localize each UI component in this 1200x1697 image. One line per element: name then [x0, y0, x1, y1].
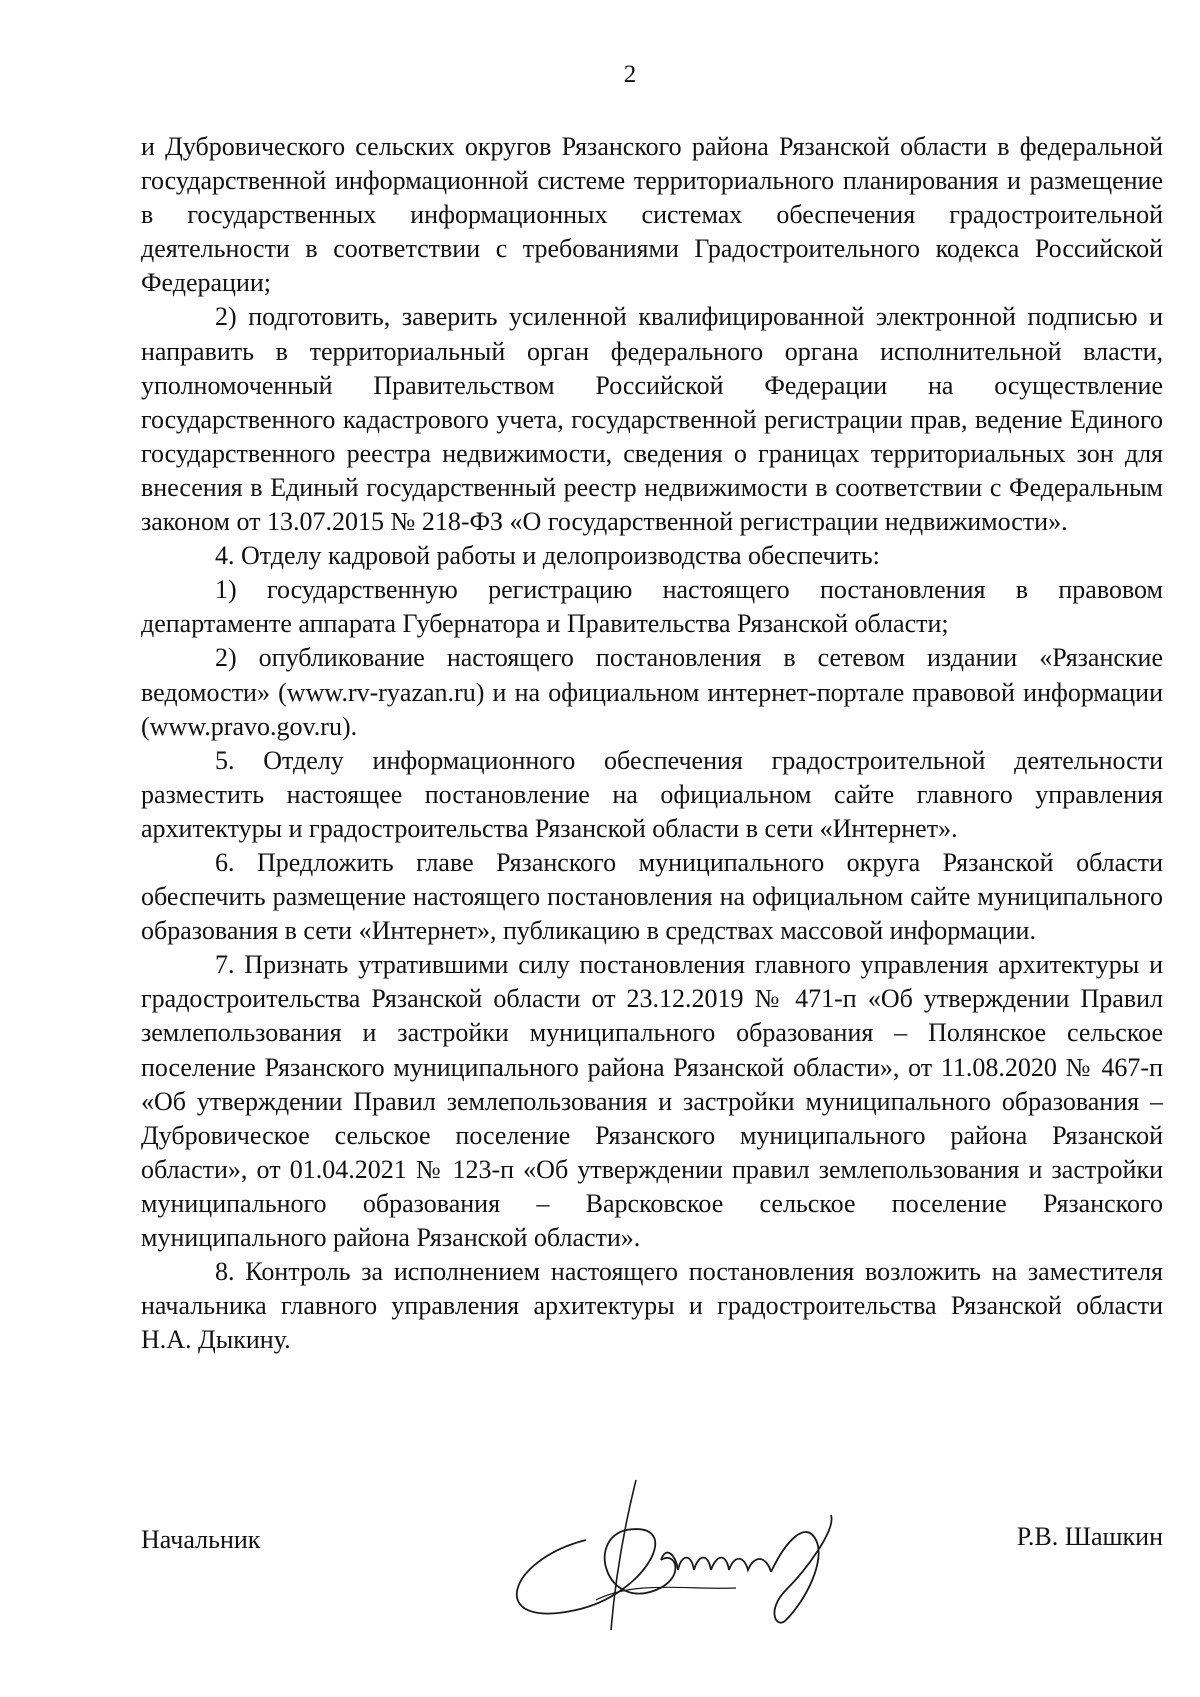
signatory-title: Начальник — [141, 1525, 261, 1554]
page-number: 2 — [623, 61, 637, 88]
paragraph-item-8: 8. Контроль за исполнением настоящего постановления возложить на заместителя начальника главного управления архитектуры и градостроительства Рязанской области Н.А. Дыкину. — [141, 1257, 1163, 1355]
handwritten-signature — [486, 1460, 906, 1650]
document-body — [141, 130, 1163, 1357]
paragraph-item-2-prepare: 2) подготовить, заверить усиленной квалифицированной электронной подписью и направить в территориальный орган федерального органа исполнительной власти, уполномоченный Правительством Российской Федерации на осуществление государственного кадастрового учета, государственной регистрации прав, ведение Единого государственного реестра недвижимости, сведения о границах территориальных зон для внесения в Единый государственный реестр недвижимости в соответствии с Федеральным законом от 13.07.2015 № 218-ФЗ «О государственной регистрации недвижимости». — [141, 302, 1163, 537]
paragraph-continuation: и Дубровического сельских округов Рязанского района Рязанской области в федеральной государственной информационной системе территориального планирования и размещение в государственных информационных системах обеспечения градостроительной деятельности в соответствии с требованиями Градостроительного кодекса Российской Федерации; — [141, 132, 1163, 298]
paragraph-item-4-2: 2) опубликование настоящего постановления в сетевом издании «Рязанские ведомости» (www.rv-ryazan.ru) и на официальном интернет-портале правовой информации (www.pravo.gov.ru). — [141, 643, 1163, 741]
paragraph-item-4: 4. Отделу кадровой работы и делопроизводства обеспечить: — [215, 541, 880, 571]
signatory-name: Р.В. Шашкин — [1016, 1522, 1163, 1551]
paragraph-item-7: 7. Признать утратившими силу постановления главного управления архитектуры и градостроительства Рязанской области от 23.12.2019 № 471-п «Об утверждении Правил землепользования и застройки муниципального образования – Полянское сельское поселение Рязанского муниципального района Рязанской области», от 11.08.2020 № 467-п «Об утверждении Правил землепользования и застройки муниципального образования – Дубровическое сельское поселение Рязанского муниципального района Рязанской области», от 01.04.2021 № 123-п «Об утверждении правил землепользования и застройки муниципального образования – Варсковское сельское поселение Рязанского муниципального района Рязанской области». — [141, 950, 1163, 1252]
paragraph-item-4-1: 1) государственную регистрацию настоящего постановления в правовом департаменте аппарата Губернатора и Правительства Рязанской области; — [141, 575, 1163, 639]
paragraph-item-5: 5. Отделу информационного обеспечения градостроительной деятельности разместить настоящее постановление на официальном сайте главного управления архитектуры и градостроительства Рязанской области в сети «Интернет». — [141, 745, 1163, 843]
signature-block — [141, 1470, 1163, 1660]
paragraph-item-6: 6. Предложить главе Рязанского муниципального округа Рязанской области обеспечить размещение настоящего постановления на официальном сайте муниципального образования в сети «Интернет», публикацию в средствах массовой информации. — [141, 847, 1163, 946]
